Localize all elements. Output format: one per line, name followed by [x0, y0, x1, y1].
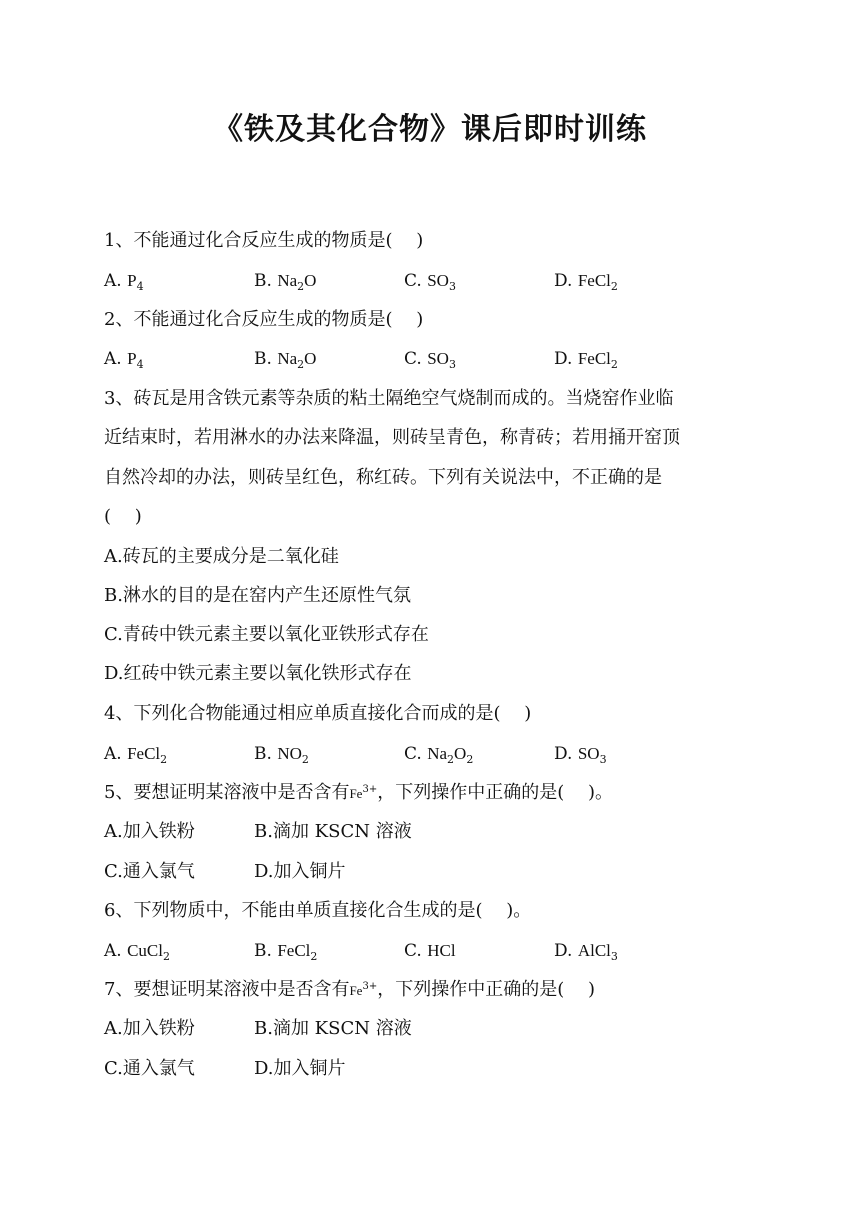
question-7-option-d: D.加入铜片	[254, 1058, 346, 1079]
question-7-option-c: C.通入氯气	[104, 1058, 195, 1079]
question-4-option-a: A. FeCl$_2$	[104, 744, 168, 766]
question-2-stem: 2、不能通过化合反应生成的物质是( )	[104, 309, 424, 330]
question-3-option-d: D.红砖中铁元素主要以氧化铁形式存在	[104, 663, 412, 684]
question-1-option-b: B. $Na_2O$	[254, 271, 317, 293]
question-2-option-a: A. $P_4$	[104, 349, 144, 371]
question-7-option-b: B.滴加 KSCN 溶液	[254, 1018, 412, 1039]
question-2-option-d: D. FeCl$_2$	[554, 349, 618, 371]
question-3-line-3: 自然冷却的办法，则砖呈红色，称红砖。下列有关说法中，不正确的是	[104, 467, 662, 488]
question-5-option-b: B.滴加 KSCN 溶液	[254, 821, 412, 842]
question-5-option-a: A.加入铁粉	[104, 821, 195, 842]
question-3-option-a: A.砖瓦的主要成分是二氧化硅	[104, 546, 339, 567]
question-2-option-c: C. $SO_3$	[404, 349, 456, 371]
question-4-option-b: B. $NO_2$	[254, 744, 309, 766]
question-3-line-4: ( )	[104, 506, 142, 527]
question-3-line-2: 近结束时，若用淋水的办法来降温，则砖呈青色，称青砖；若用捅开窑顶	[104, 427, 680, 448]
question-6-option-b: B. FeCl$_2$	[254, 941, 318, 963]
question-1-option-a: A. $P_4$	[104, 271, 144, 293]
question-3-line-1: 3、砖瓦是用含铁元素等杂质的粘土隔绝空气烧制而成的。当烧窑作业临	[104, 388, 674, 409]
question-5-option-d: D.加入铜片	[254, 861, 346, 882]
question-3-option-b: B.淋水的目的是在窑内产生还原性气氛	[104, 585, 411, 606]
question-6-option-a: A. CuCl$_2$	[104, 941, 170, 963]
question-7-option-a: A.加入铁粉	[104, 1018, 195, 1039]
question-5-stem: 5、要想证明某溶液中是否含有$Fe^{3+}$，下列操作中正确的是( )。	[104, 782, 613, 803]
question-7-stem: 7、要想证明某溶液中是否含有$Fe^{3+}$，下列操作中正确的是( )	[104, 979, 595, 1000]
question-6-stem: 6、下列物质中，不能由单质直接化合生成的是( )。	[104, 900, 532, 921]
question-6-option-c: C. HCl	[404, 941, 456, 961]
question-6-option-d: D. AlCl$_3$	[554, 941, 618, 963]
page-title: 《铁及其化合物》课后即时训练	[213, 112, 647, 147]
question-2-option-b: B. $Na_2O$	[254, 349, 317, 371]
question-1-option-d: D. FeCl$_2$	[554, 271, 618, 293]
question-3-option-c: C.青砖中铁元素主要以氧化亚铁形式存在	[104, 624, 429, 645]
question-4-option-c: C. $Na_2O_2$	[404, 744, 474, 766]
question-4-stem: 4、下列化合物能通过相应单质直接化合而成的是( )	[104, 703, 532, 724]
question-1-stem: 1、不能通过化合反应生成的物质是( )	[104, 230, 424, 251]
question-1-option-c: C. $SO_3$	[404, 271, 456, 293]
question-5-option-c: C.通入氯气	[104, 861, 195, 882]
question-4-option-d: D. $SO_3$	[554, 744, 607, 766]
